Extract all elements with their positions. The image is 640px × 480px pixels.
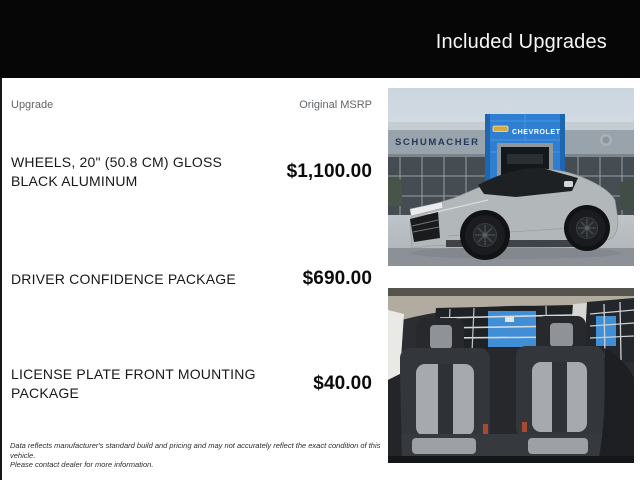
- disclaimer-line-2: Please contact dealer for more information.: [10, 460, 154, 469]
- column-header-upgrade: Upgrade: [11, 99, 54, 111]
- disclaimer-line-1: Data reflects manufacturer's standard build and pricing and may not accurately reflect the exact condition of this vehicle.: [10, 441, 381, 460]
- upgrade-price: $40.00: [313, 373, 372, 394]
- upgrade-name: DRIVER CONFIDENCE PACKAGE: [11, 270, 236, 287]
- disclaimer: [10, 441, 382, 470]
- chevrolet-bowtie-icon: [493, 126, 508, 132]
- upgrade-name: WHEELS, 20" (50.8 CM) GLOSS BLACK ALUMINUM: [11, 154, 223, 189]
- column-header-original-msrp: Original MSRP: [299, 99, 372, 111]
- table-row: [11, 150, 372, 194]
- exterior-photo-illustration: [388, 88, 634, 266]
- vehicle-interior-photo: [388, 288, 634, 463]
- page-title: Included Upgrades: [435, 31, 607, 53]
- vehicle-exterior-photo: [388, 88, 634, 266]
- upgrade-price: $690.00: [302, 268, 372, 289]
- upgrade-price: $1,100.00: [286, 161, 372, 182]
- table-header-row: [11, 99, 372, 112]
- dealership-sign-text: SCHUMACHER: [395, 137, 480, 148]
- upgrades-table: [11, 0, 372, 480]
- interior-photo-illustration: [388, 288, 634, 463]
- left-border-divider: [0, 78, 2, 480]
- table-row: [11, 362, 372, 406]
- upgrade-name: LICENSE PLATE FRONT MOUNTING PACKAGE: [11, 366, 256, 401]
- table-row: [11, 266, 372, 292]
- brand-sign-text: CHEVROLET: [512, 129, 561, 136]
